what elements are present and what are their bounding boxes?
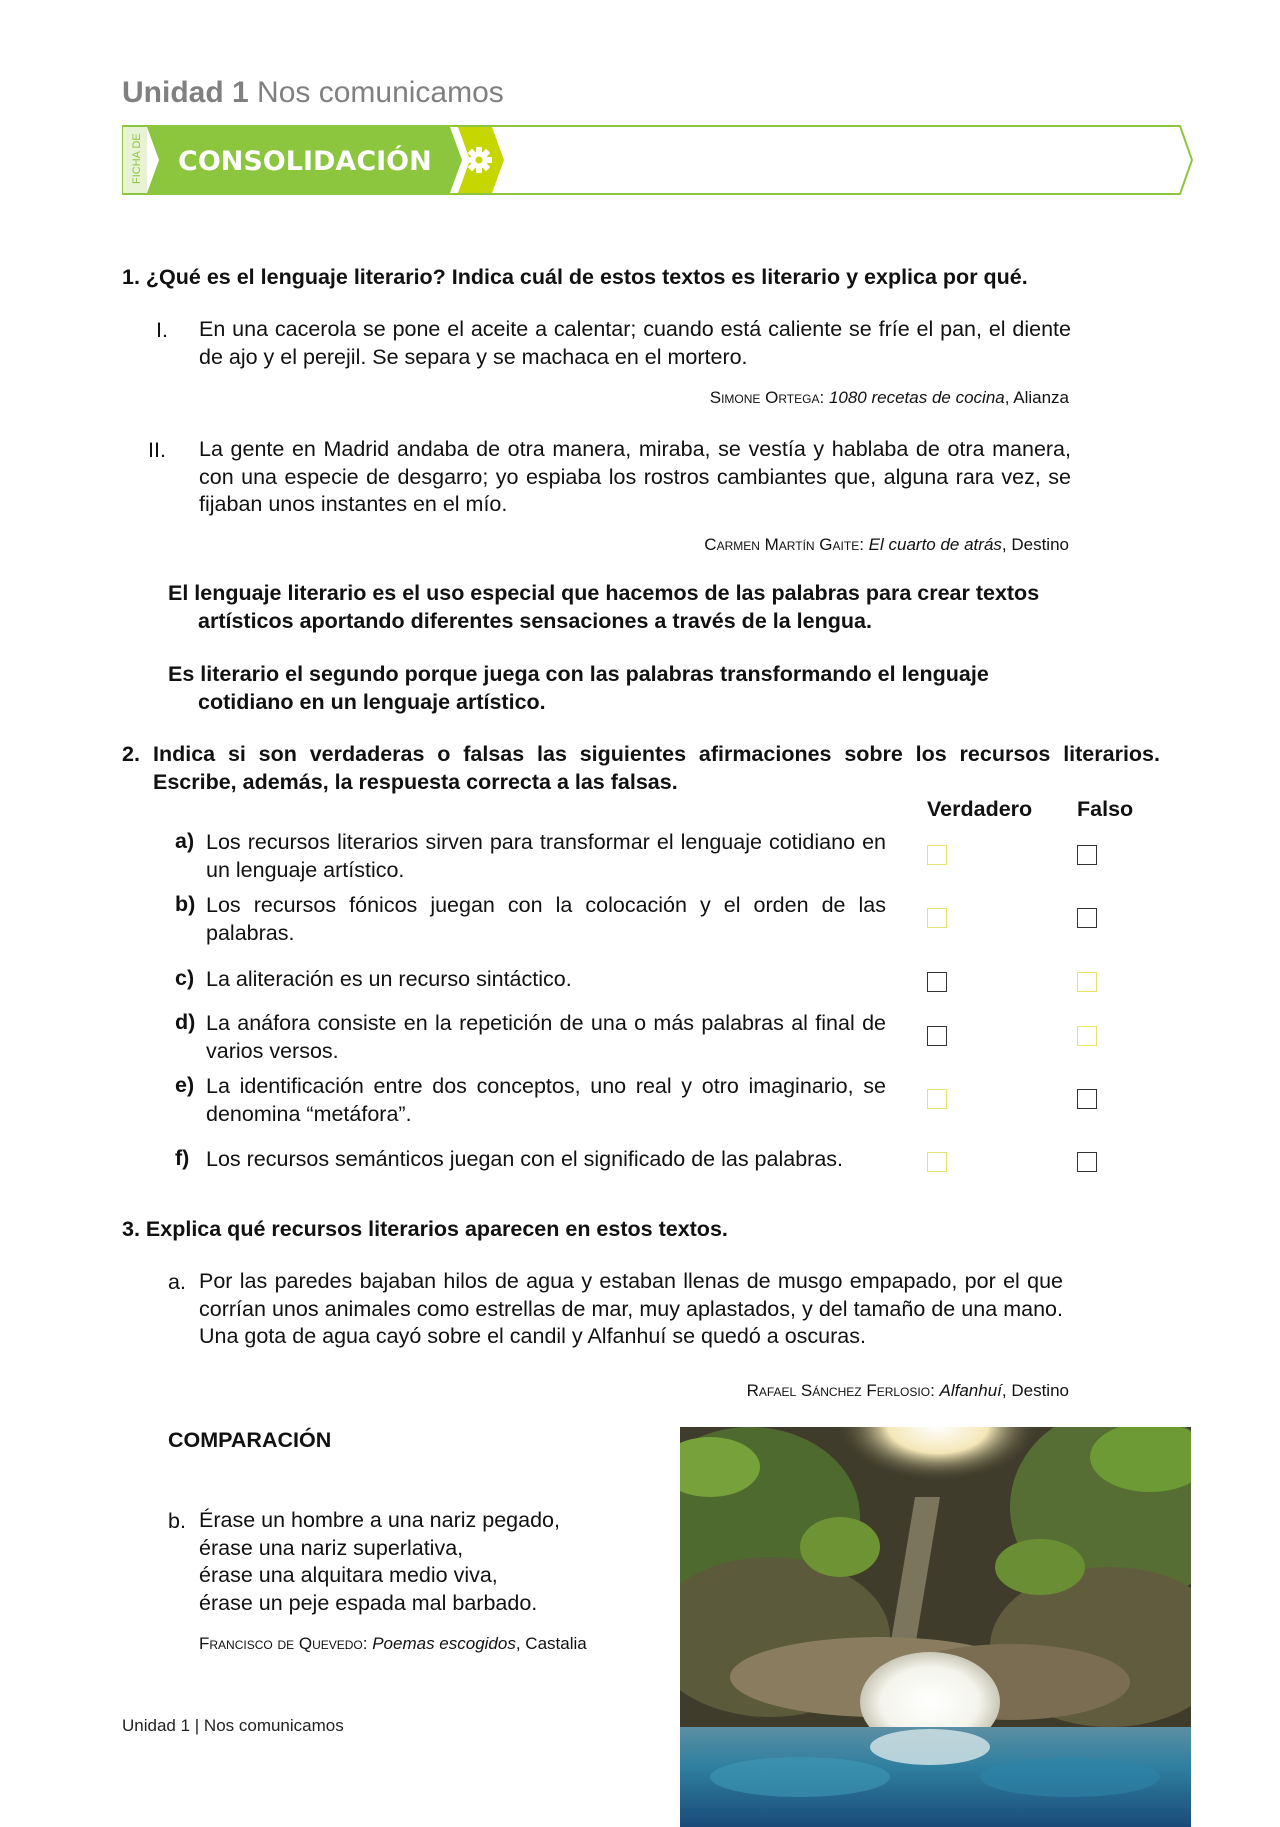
checkbox-true[interactable] — [927, 1026, 947, 1046]
text-I: En una cacerola se pone el aceite a calentar; cuando está caliente se fríe el pan, el diente de ajo y el perejil. Se separa y se machaca en el mortero. — [199, 317, 1071, 369]
checkbox-true[interactable] — [927, 1152, 947, 1172]
statement-text: Los recursos literarios sirven para transformar el lenguaje cotidiano en un lenguaje artístico. — [206, 830, 886, 882]
citation-publisher: , Castalia — [515, 1634, 587, 1653]
item-letter: a. — [168, 1270, 186, 1294]
side-label: FICHA DE — [131, 133, 143, 184]
citation-publisher: , Destino — [1001, 1381, 1069, 1400]
item-letter: b. — [168, 1509, 186, 1533]
roman-numeral: II. — [148, 438, 166, 462]
checkbox-false[interactable] — [1077, 845, 1097, 865]
citation-work: Alfanhuí — [939, 1381, 1002, 1400]
citation-II: Carmen Martín Gaite: El cuarto de atrás, Destino — [704, 535, 1069, 554]
poem-line: érase un peje espada mal barbado. — [199, 1590, 538, 1615]
column-header-false: Falso — [1077, 797, 1134, 821]
citation-I: Simone Ortega: 1080 recetas de cocina, Alianza — [709, 388, 1069, 407]
poem-line: érase una alquitara medio viva, — [199, 1563, 498, 1587]
citation-author: Rafael Sánchez Ferlosio — [746, 1381, 931, 1400]
question-2 — [122, 741, 1160, 796]
item-letter: e) — [175, 1073, 195, 1097]
item-letter: b) — [175, 892, 196, 916]
checkbox-false[interactable] — [1077, 908, 1097, 928]
citation-work: 1080 recetas de cocina — [828, 388, 1005, 407]
poem-line: Érase un hombre a una nariz pegado, — [199, 1508, 560, 1532]
unit-name: Nos comunicamos — [257, 76, 504, 109]
unit-title — [122, 76, 504, 110]
answer-1-definition: El lenguaje literario es el uso especial que hacemos de las palabras para crear textos artísticos aportando diferentes sensaciones a través de la lengua. — [168, 581, 1040, 633]
roman-numeral: I. — [156, 318, 168, 342]
citation-a: Rafael Sánchez Ferlosio: Alfanhuí, Destino — [746, 1381, 1069, 1400]
poem-b — [199, 1507, 560, 1617]
statement-text: La aliteración es un recurso sintáctico. — [206, 967, 572, 991]
column-header-true: Verdadero — [927, 797, 1033, 821]
question-number: 2. — [122, 742, 140, 766]
checkbox-true[interactable] — [927, 1089, 947, 1109]
gear-icon — [466, 147, 492, 173]
checkbox-true[interactable] — [927, 845, 947, 865]
answer-3a: COMPARACIÓN — [168, 1428, 332, 1452]
question-prompt: Explica qué recursos literarios aparecen en estos textos. — [145, 1217, 728, 1241]
text-a: Por las paredes bajaban hilos de agua y estaban llenas de musgo empapado, por el que corrían unos animales como estrellas de mar, muy aplastados, y del tamaño de una mano. Una gota de agua cayó sobre el candil y Alfanhuí se quedó a oscuras. — [199, 1269, 1063, 1348]
poem-line: érase una nariz superlativa, — [199, 1535, 464, 1560]
statement-text: La anáfora consiste en la repetición de una o más palabras al final de varios versos. — [206, 1011, 886, 1063]
consolidation-banner — [122, 124, 1194, 196]
text-II: La gente en Madrid andaba de otra manera, miraba, se vestía y hablaba de otra manera, con una especie de desgarro; yo espiaba los rostros cambiantes que, alguna rara vez, se fijaban unos instantes en el mío. — [199, 437, 1071, 516]
answer-1-choice: Es literario el segundo porque juega con las palabras transformando el lenguaje cotidiano en un lenguaje artístico. — [168, 662, 989, 714]
statement-text: La identificación entre dos conceptos, uno real y otro imaginario, se denomina “metáfora”. — [206, 1074, 886, 1126]
unit-label: Unidad 1 — [122, 76, 249, 109]
page-footer: Unidad 1 | Nos comunicamos — [122, 1716, 344, 1735]
citation-b: Francisco de Quevedo: Poemas escogidos, Castalia — [199, 1634, 587, 1653]
item-letter: a) — [175, 829, 195, 853]
question-number: 1. — [122, 265, 140, 289]
item-letter: c) — [175, 966, 195, 990]
banner-title: CONSOLIDACIÓN — [178, 146, 432, 177]
question-3 — [122, 1217, 1122, 1242]
checkbox-false[interactable] — [1077, 1089, 1097, 1109]
citation-author: Carmen Martín Gaite — [704, 535, 860, 554]
checkbox-true[interactable] — [927, 972, 947, 992]
statement-text: Los recursos fónicos juegan con la colocación y el orden de las palabras. — [206, 893, 886, 945]
citation-publisher: , Destino — [1001, 535, 1069, 554]
question-prompt: ¿Qué es el lenguaje literario? Indica cuál de estos textos es literario y explica por qué. — [145, 265, 1028, 289]
citation-author: Francisco de Quevedo — [199, 1634, 363, 1653]
citation-work: Poemas escogidos — [372, 1634, 516, 1653]
statement-text: Los recursos semánticos juegan con el significado de las palabras. — [206, 1147, 844, 1171]
item-letter: f) — [175, 1146, 190, 1170]
checkbox-false[interactable] — [1077, 1152, 1097, 1172]
checkbox-false[interactable] — [1077, 972, 1097, 992]
citation-author: Simone Ortega — [709, 388, 820, 407]
question-1 — [122, 265, 1122, 290]
citation-work: El cuarto de atrás — [868, 535, 1002, 554]
item-letter: d) — [175, 1010, 196, 1034]
checkbox-true[interactable] — [927, 908, 947, 928]
question-prompt: Indica si son verdaderas o falsas las siguientes afirmaciones sobre los recursos literarios. Escribe, además, la respuesta correcta a las falsas. — [153, 742, 1160, 794]
question-number: 3. — [122, 1217, 140, 1241]
cave-photo — [680, 1427, 1191, 1827]
citation-publisher: , Alianza — [1004, 388, 1069, 407]
checkbox-false[interactable] — [1077, 1026, 1097, 1046]
